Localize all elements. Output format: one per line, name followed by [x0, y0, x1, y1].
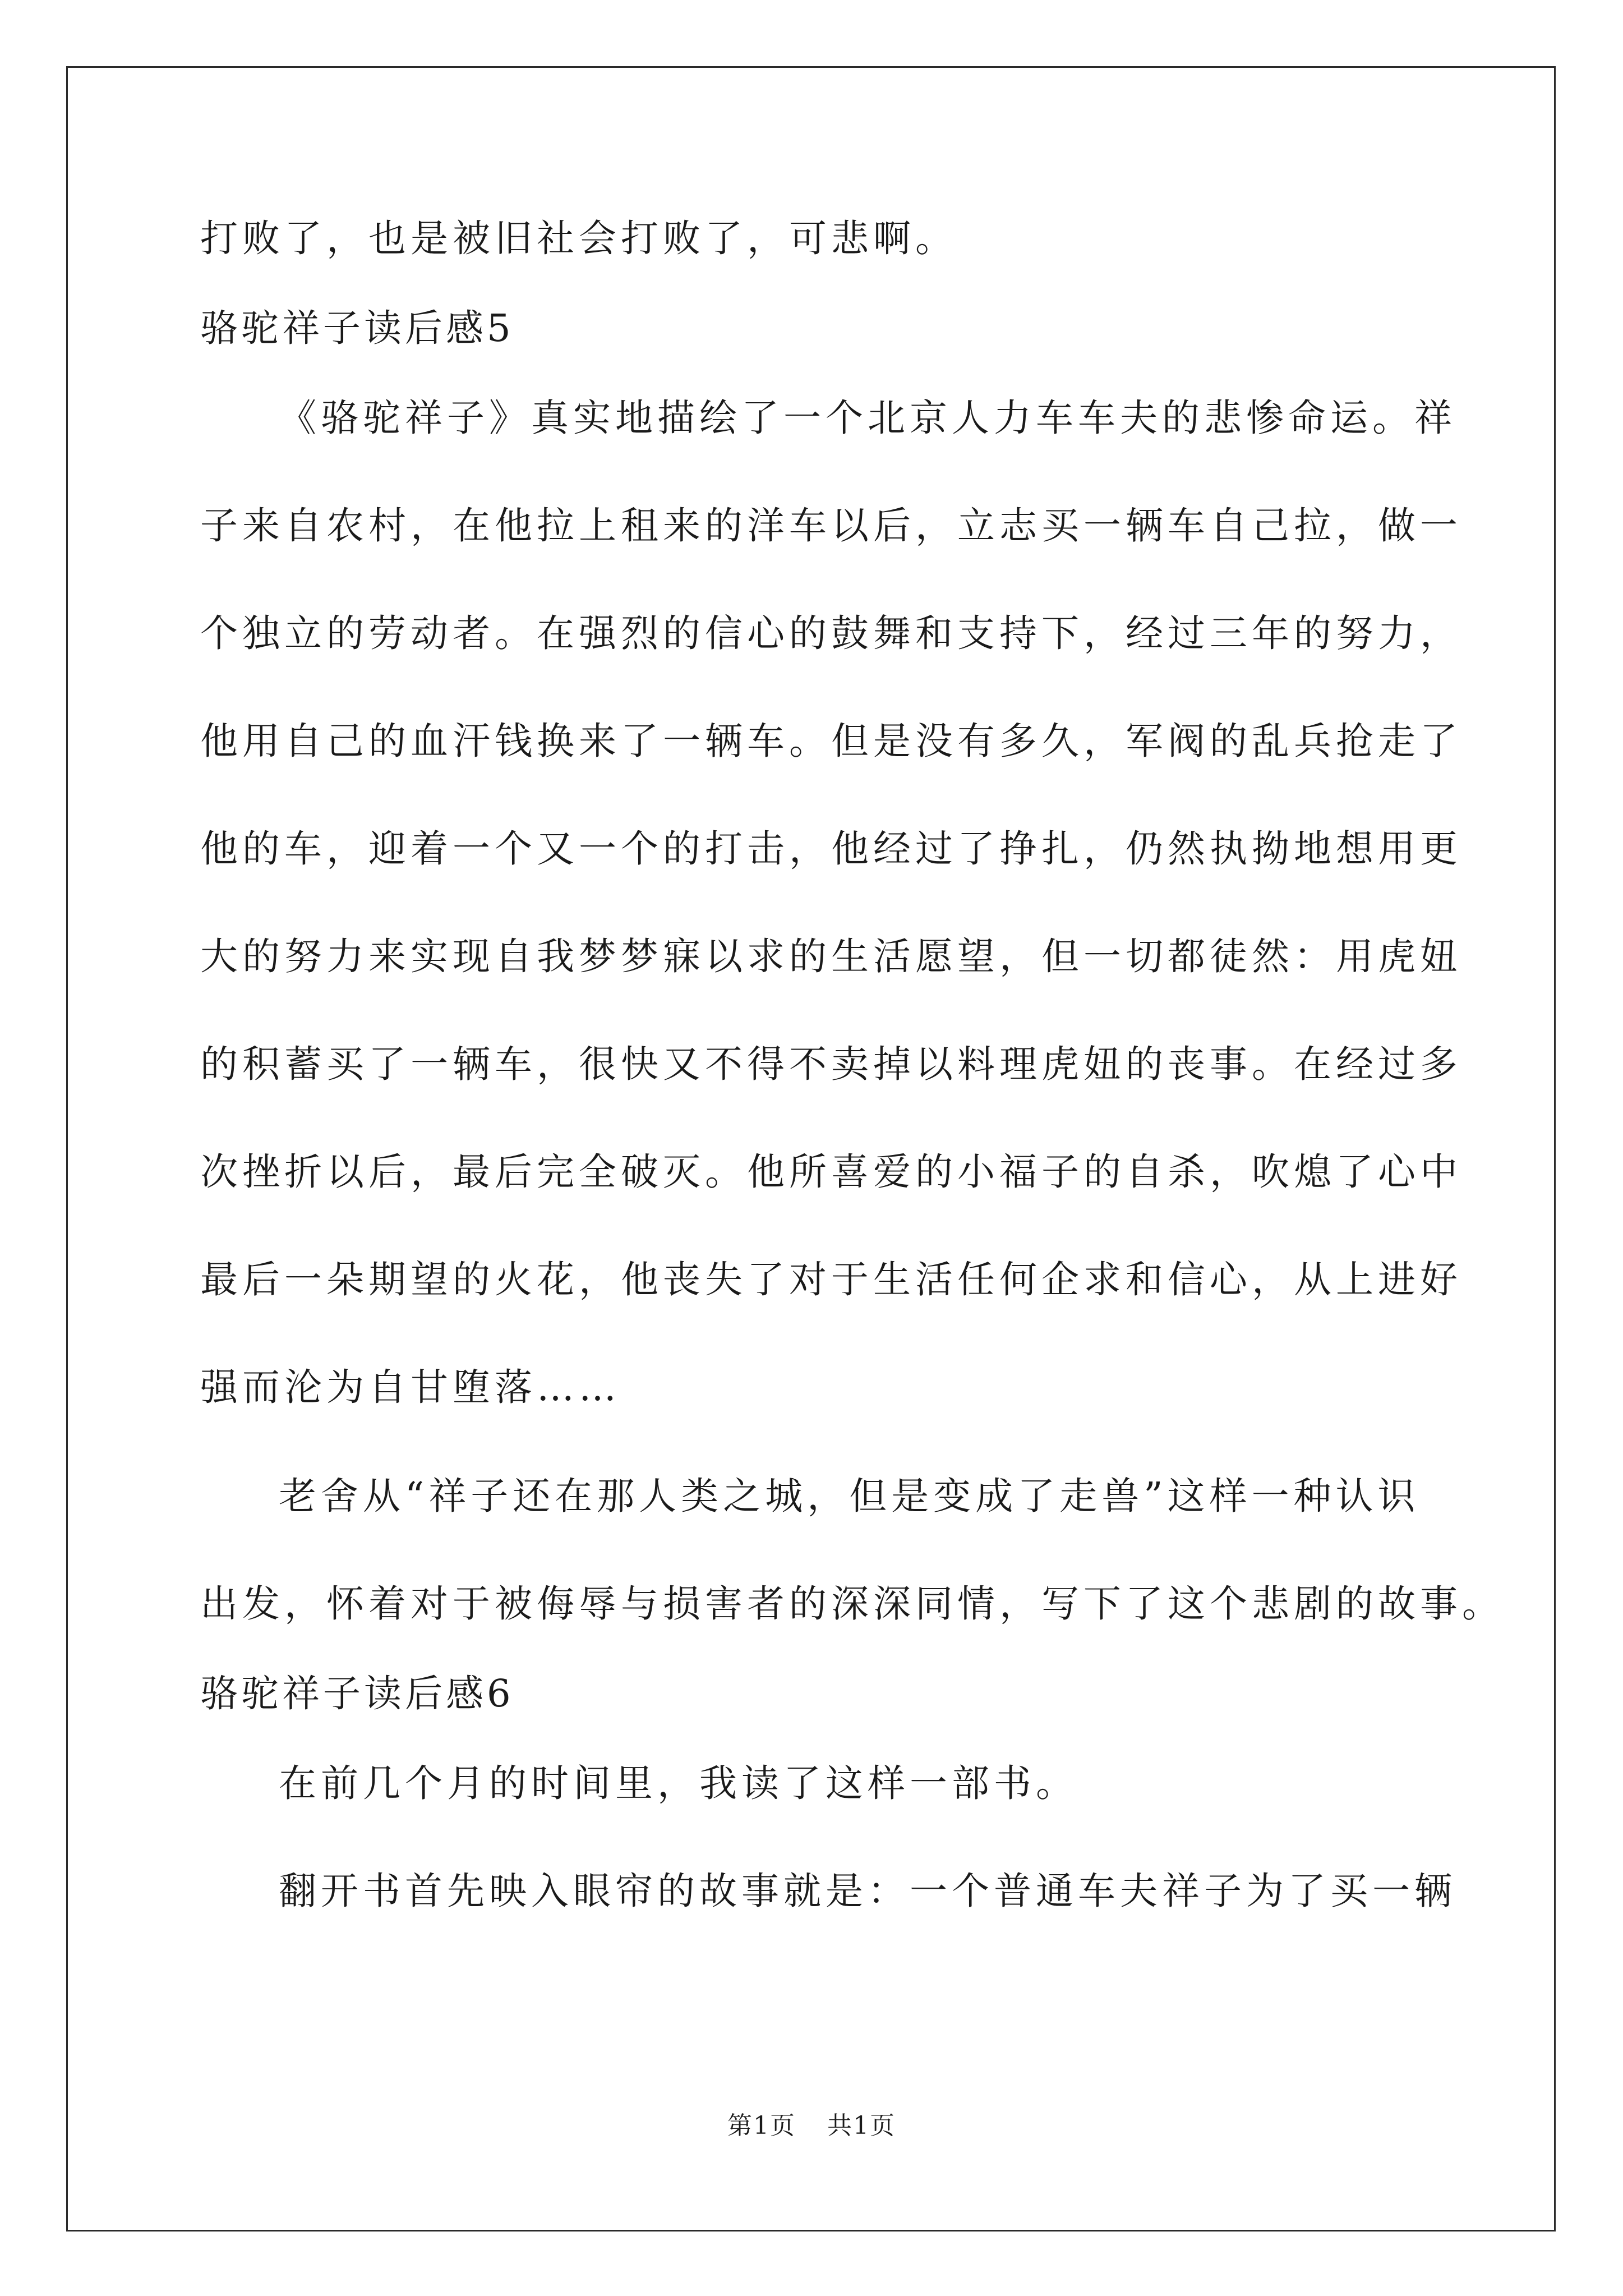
paragraph-line: 子来自农村，在他拉上租来的洋车以后，立志买一辆车自己拉，做一	[200, 504, 1462, 547]
paragraph-line: 他的车，迎着一个又一个的打击，他经过了挣扎，仍然执拗地想用更	[200, 827, 1462, 871]
paragraph-line: 强而沦为自甘堕落……	[200, 1365, 621, 1409]
paragraph-line: 的积蓄买了一辆车，很快又不得不卖掉以料理虎妞的丧事。在经过多	[200, 1042, 1462, 1086]
paragraph-line: 个独立的劳动者。在强烈的信心的鼓舞和支持下，经过三年的努力，	[200, 611, 1462, 655]
text-line: 打败了，也是被旧社会打败了，可悲啊。	[200, 217, 957, 260]
paragraph-line: 次挫折以后，最后完全破灭。他所喜爱的小福子的自杀，吹熄了心中	[200, 1150, 1462, 1194]
paragraph-line: 最后一朵期望的火花，他丧失了对于生活任何企求和信心，从上进好	[200, 1258, 1462, 1301]
page-number: 第1页	[727, 2111, 796, 2140]
paragraph-line: 老舍从“祥子还在那人类之城，但是变成了走兽”这样一种认识	[279, 1474, 1420, 1518]
document-body	[200, 213, 1504, 1916]
paragraph-line: 在前几个月的时间里，我读了这样一部书。	[279, 1761, 1078, 1805]
paragraph-line: 大的努力来实现自我梦梦寐以求的生活愿望，但一切都徒然：用虎妞	[200, 935, 1462, 978]
section-heading: 骆驼祥子读后感6	[200, 1672, 514, 1715]
page-total: 共1页	[827, 2111, 896, 2140]
page-footer	[0, 2109, 1623, 2143]
paragraph-line: 出发，怀着对于被侮辱与损害者的深深同情，写下了这个悲剧的故事。	[200, 1582, 1504, 1626]
paragraph-line: 翻开书首先映入眼帘的故事就是：一个普通车夫祥子为了买一辆	[279, 1869, 1456, 1913]
section-heading: 骆驼祥子读后感5	[200, 306, 514, 350]
paragraph-line: 他用自己的血汗钱换来了一辆车。但是没有多久，军阀的乱兵抢走了	[200, 719, 1462, 763]
paragraph-line: 《骆驼祥子》真实地描绘了一个北京人力车车夫的悲惨命运。祥	[279, 396, 1456, 440]
